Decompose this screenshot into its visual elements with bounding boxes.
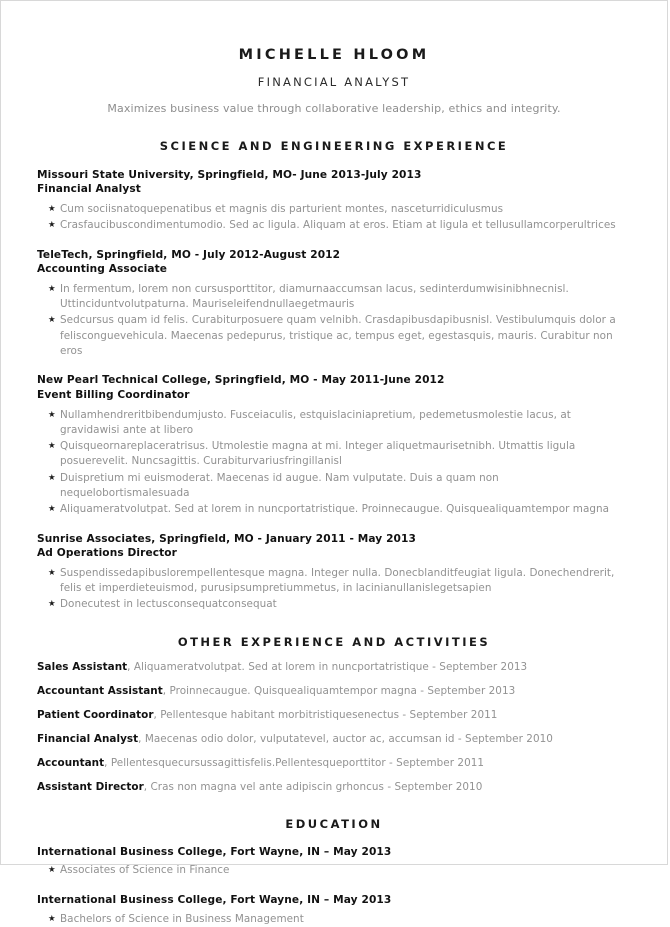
list-item-text: Cum sociisnatoquepenatibus et magnis dis parturient montes, nasceturridiculusmus	[60, 203, 504, 216]
education-section	[37, 845, 631, 927]
star-bullet-icon: ★	[48, 315, 56, 326]
list-item	[37, 471, 631, 502]
experience-organization: TeleTech, Springfield, MO - July 2012-August 2012	[37, 248, 341, 261]
other-experience-role: Sales Assistant	[37, 660, 128, 673]
experience-organization: New Pearl Technical College, Springfield, MO - May 2011-June 2012	[37, 374, 445, 387]
experience-role: Ad Operations Director	[37, 547, 178, 560]
experience-entry	[37, 168, 631, 234]
star-bullet-icon: ★	[48, 409, 56, 420]
list-item-text: Nullamhendreritbibendumjusto. Fusceiaculis, estquislaciniapretium, pedemetusmolestie lacus, at gravidawisi ante at libero	[60, 408, 571, 436]
section-heading-education: EDUCATION	[285, 816, 383, 831]
other-experience-detail: , Maecenas odio dolor, vulputatevel, auctor ac, accumsan id - September 2010	[138, 732, 553, 745]
list-item	[37, 912, 631, 927]
star-bullet-icon: ★	[48, 472, 56, 483]
star-bullet-icon: ★	[48, 220, 56, 231]
list-item-text: Suspendissedapibuslorempellentesque magna. Integer nulla. Donecblanditfeugiat ligula. Donechendrerit, felis et imperdieteuismod, purusipsumpretiummetus, in lacinianullanislegetsapien	[60, 566, 615, 595]
section-heading-other-experience: OTHER EXPERIENCE AND ACTIVITIES	[177, 634, 491, 649]
list-item	[37, 597, 631, 612]
experience-role: Event Billing Coordinator	[37, 388, 190, 401]
list-item-text: Quisqueornareplaceratrisus. Utmolestie magna at mi. Integer aliquetmaurisetnibh. Utmattis ligula posuerevelit. Nuncsagittis. Curabiturvariusfringillanisl	[60, 440, 576, 468]
experience-organization: Missouri State University, Springfield, MO- June 2013-July 2013	[37, 168, 422, 181]
star-bullet-icon: ★	[48, 913, 56, 924]
other-experience-item	[37, 660, 631, 675]
other-experience-role: Financial Analyst	[37, 732, 139, 745]
list-item-text: Associates of Science in Finance	[60, 864, 230, 877]
page-title: MICHELLE HLOOM	[238, 47, 430, 63]
list-item	[37, 313, 631, 359]
bullet-list	[37, 912, 631, 927]
list-item-text: Donecutest in lectusconsequatconsequat	[60, 598, 277, 611]
section-heading-experience: SCIENCE AND ENGINEERING EXPERIENCE	[159, 138, 509, 153]
star-bullet-icon: ★	[48, 865, 56, 876]
other-experience-detail: , Cras non magna vel ante adipiscin grhoncus - September 2010	[143, 781, 483, 794]
star-bullet-icon: ★	[48, 204, 56, 215]
list-item-text: Crasfaucibuscondimentumodio. Sed ac ligula. Aliquam at eros. Etiam at ligula et tellusullamcorperultrices	[60, 219, 616, 232]
experience-entry	[37, 532, 631, 613]
list-item-text: Bachelors of Science in Business Management	[60, 912, 304, 925]
other-experience-section	[37, 660, 631, 795]
experience-role: Financial Analyst	[37, 183, 141, 196]
list-item-text: Sedcursus quam id felis. Curabiturposuere quam velnibh. Crasdapibusdapibusnisl. Vestibulumquis dolor a feliscongue​vehicula. Maecenas pedepurus, tristique ac, tempus eget, egestasquis, mauris. Curabitur non eros	[60, 314, 616, 358]
list-item-text: Duispretium mi euismoderat. Maecenas id augue. Nam vulputate. Duis a quam non nequelobortismalesuada	[60, 471, 499, 500]
experience-section	[37, 168, 631, 613]
other-experience-role: Assistant Director	[37, 781, 144, 794]
list-item	[37, 566, 631, 597]
other-experience-detail: , Proinnecaugue. Quisquealiquamtempor magna - September 2013	[162, 684, 516, 697]
education-entry	[37, 845, 631, 879]
other-experience-role: Patient Coordinator	[37, 708, 154, 721]
experience-role: Accounting Associate	[37, 263, 168, 276]
list-item	[37, 863, 631, 878]
star-bullet-icon: ★	[48, 567, 56, 578]
header-job-title: FINANCIAL ANALYST	[257, 74, 411, 89]
experience-organization: Sunrise Associates, Springfield, MO - January 2011 - May 2013	[37, 532, 416, 545]
star-bullet-icon: ★	[48, 283, 56, 294]
other-experience-detail: , Aliquameratvolutpat. Sed at lorem in nuncportatristique - September 2013	[127, 660, 528, 673]
star-bullet-icon: ★	[48, 599, 56, 610]
other-experience-item	[37, 732, 631, 747]
list-item-text: In fermentum, lorem non cursusporttitor, diamurnaaccumsan lacus, sedinterdumwisinibhnecnisl. Uttinciduntvolutpaturna. Mauriseleifendnullaegetmauris	[60, 282, 569, 311]
star-bullet-icon: ★	[48, 504, 56, 515]
other-experience-item	[37, 684, 631, 699]
header-tagline: Maximizes business value through collaborative leadership, ethics and integrity.	[107, 101, 561, 115]
bullet-list	[37, 282, 631, 359]
list-item	[37, 502, 631, 517]
resume-content	[1, 1, 667, 927]
education-school: International Business College, Fort Wayne, IN – May 2013	[37, 893, 392, 906]
other-experience-detail: , Pellentesquecursussagittisfelis.Pellentesqueporttitor - September 2011	[104, 757, 485, 770]
other-experience-role: Accountant	[37, 757, 105, 770]
bullet-list	[37, 863, 631, 878]
list-item	[37, 218, 631, 233]
education-school: International Business College, Fort Wayne, IN – May 2013	[37, 845, 392, 858]
bullet-list	[37, 408, 631, 518]
list-item	[37, 408, 631, 439]
list-item	[37, 282, 631, 313]
list-item-text: Aliquameratvolutpat. Sed at lorem in nuncportatristique. Proinnecaugue. Quisquealiquamtempor magna	[60, 503, 610, 516]
other-experience-detail: , Pellentesque habitant morbitristiquesenectus - September 2011	[153, 708, 498, 721]
bullet-list	[37, 566, 631, 613]
education-entry	[37, 893, 631, 927]
bullet-list	[37, 202, 631, 234]
other-experience-item	[37, 756, 631, 771]
other-experience-role: Accountant Assistant	[37, 684, 163, 697]
experience-entry	[37, 373, 631, 517]
other-experience-item	[37, 780, 631, 795]
other-experience-item	[37, 708, 631, 723]
list-item	[37, 439, 631, 470]
star-bullet-icon: ★	[48, 441, 56, 452]
experience-entry	[37, 248, 631, 360]
list-item	[37, 202, 631, 217]
